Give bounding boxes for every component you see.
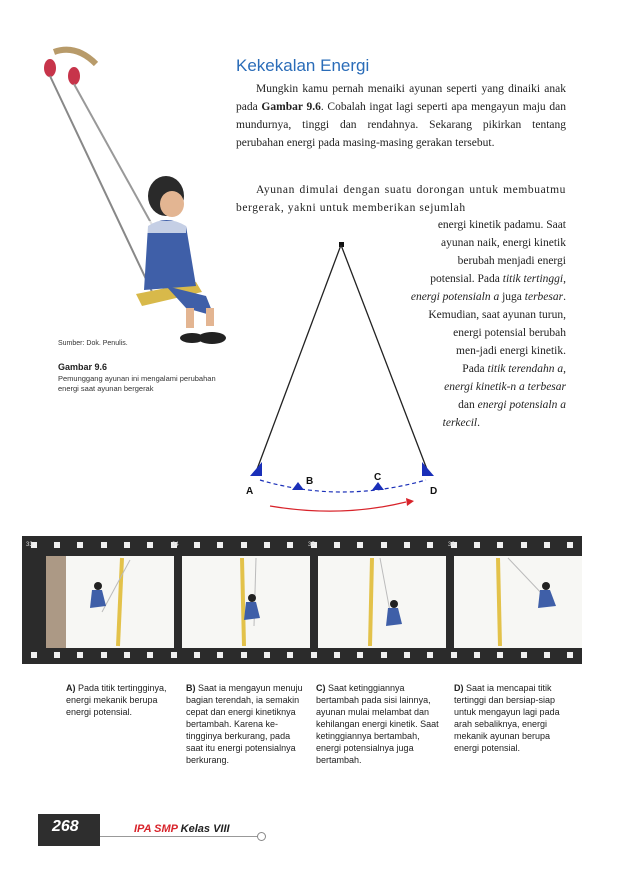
footer-book-title xyxy=(134,823,230,835)
footer-circle-ornament xyxy=(257,832,266,841)
paragraph-1-text-a: Mungkin kamu pernah menaiki ayunan seperti yang dinaiki anak pada xyxy=(236,83,566,113)
motion-arrow xyxy=(270,502,406,511)
caption-b-text: Saat ia mengayun menuju bagian terendah, ia semakin cepat dan energi kinetiknya bertambah. Karena ke-tingginya berkurang, pada saat itu energi potensialnya berkurang. xyxy=(186,683,303,765)
film-holes-top xyxy=(22,540,582,550)
caption-c-letter: C) xyxy=(316,683,326,693)
marker-d xyxy=(422,462,434,476)
wrap-line-4b: titik tertinggi xyxy=(502,273,564,285)
wrap-line-10a: energi kinetik-n a terbesar xyxy=(444,381,566,393)
wrap-line-5d: . xyxy=(563,291,566,303)
caption-d-letter: D) xyxy=(454,683,464,693)
caption-a-letter: A) xyxy=(66,683,76,693)
caption-c-text: Saat ketinggiannya bertambah pada sisi lainnya, ayunan mulai melambat dan kehilangan energi kinetik. Saat ketinggiannya bertambah, energi potensialnya juga bertambah. xyxy=(316,683,439,765)
wrap-line-4a: potensial. Pada xyxy=(430,273,503,285)
caption-a xyxy=(66,682,168,718)
film-frame-d xyxy=(454,556,582,648)
wrap-line-8: men-jadi energi kinetik. xyxy=(456,345,566,357)
swing-arc xyxy=(260,480,426,492)
wrap-line-9b: titik terendahn a xyxy=(487,363,564,375)
wrap-line-9a: Pada xyxy=(462,363,488,375)
paragraph-1-text-c: . Cobalah ingat lagi seperti apa mengayun maju dan mundurnya, tinggi dan rendahnya. Sekarang pikirkan tentang perubahan energi pada masing-masing gerakan tersebut. xyxy=(236,101,566,149)
film-frame-a xyxy=(46,556,174,648)
motion-arrow-head xyxy=(406,498,414,506)
frame-number-1: 33 xyxy=(26,542,33,548)
wrap-line-12b: . xyxy=(477,417,480,429)
caption-b-letter: B) xyxy=(186,683,196,693)
label-d: D xyxy=(430,486,438,497)
wrap-line-6: Kemudian, saat ayunan turun, xyxy=(428,309,566,321)
footer-book-subject: IPA SMP xyxy=(134,823,178,835)
film-holes-bottom xyxy=(22,650,582,660)
section-heading: Kekekalan Energi xyxy=(236,56,370,75)
caption-b xyxy=(186,682,304,766)
marker-a xyxy=(250,462,262,476)
wrap-line-11a: dan xyxy=(458,399,478,411)
figure-title: Gambar 9.6 xyxy=(58,362,108,372)
caption-d xyxy=(454,682,566,754)
footer-rule xyxy=(100,836,260,837)
wrap-line-5a: energi potensialn a xyxy=(410,291,500,303)
rope-right xyxy=(341,245,428,472)
wrap-line-9c: , xyxy=(563,363,566,375)
paragraph-1 xyxy=(236,80,566,152)
figure-description: Pemunggang ayunan ini mengalami perubahan energi saat ayunan bergerak xyxy=(58,374,216,393)
pendulum-diagram xyxy=(236,236,456,516)
film-frame-b xyxy=(182,556,310,648)
frame-number-4: 36 xyxy=(448,542,455,548)
figure-source: Sumber: Dok. Penulis. xyxy=(58,340,128,347)
film-strip xyxy=(22,536,582,664)
wrap-line-5b: juga xyxy=(499,291,525,303)
caption-d-text: Saat ia mencapai titik tertinggi dan bersiap-siap untuk mengayun lagi pada arah sebaliknya, energi mekanik ayunan berupa energi potensial. xyxy=(454,683,560,753)
paragraph-2: Ayunan dimulai dengan suatu dorongan untuk membuatmu bergerak, yakni untuk memberikan sejumlah xyxy=(236,184,566,214)
marker-c xyxy=(372,482,384,490)
wrap-line-5c: terbesar xyxy=(524,291,564,303)
figure-reference: Gambar 9.6 xyxy=(261,101,321,113)
wrap-line-1: energi kinetik padamu. Saat xyxy=(437,219,566,231)
caption-a-text: Pada titik tertingginya, energi mekanik berupa energi potensial. xyxy=(66,683,167,717)
frame-number-3: 35 xyxy=(308,542,315,548)
wrap-line-11 xyxy=(458,396,566,414)
wrap-line-10 xyxy=(444,378,566,396)
wrap-line-12a: terkecil xyxy=(442,417,478,429)
wrap-line-2: ayunan naik, energi kinetik xyxy=(441,237,566,249)
wrap-line-3: berubah menjadi energi xyxy=(457,255,566,267)
wrap-line-9 xyxy=(462,360,566,378)
swing-photo xyxy=(36,46,226,346)
page-number: 268 xyxy=(52,818,79,835)
label-a: A xyxy=(246,486,254,497)
label-c: C xyxy=(374,472,382,483)
rope-left xyxy=(256,245,341,472)
film-frame-c xyxy=(318,556,446,648)
label-b: B xyxy=(306,476,314,487)
caption-c xyxy=(316,682,444,766)
wrap-line-11b: energi potensialn a xyxy=(477,399,566,411)
wrap-line-7: energi potensial berubah xyxy=(453,327,566,339)
wrap-line-4c: , xyxy=(563,273,566,285)
footer-book-grade: Kelas VIII xyxy=(177,823,230,835)
frame-number-2: 34 xyxy=(172,542,179,548)
